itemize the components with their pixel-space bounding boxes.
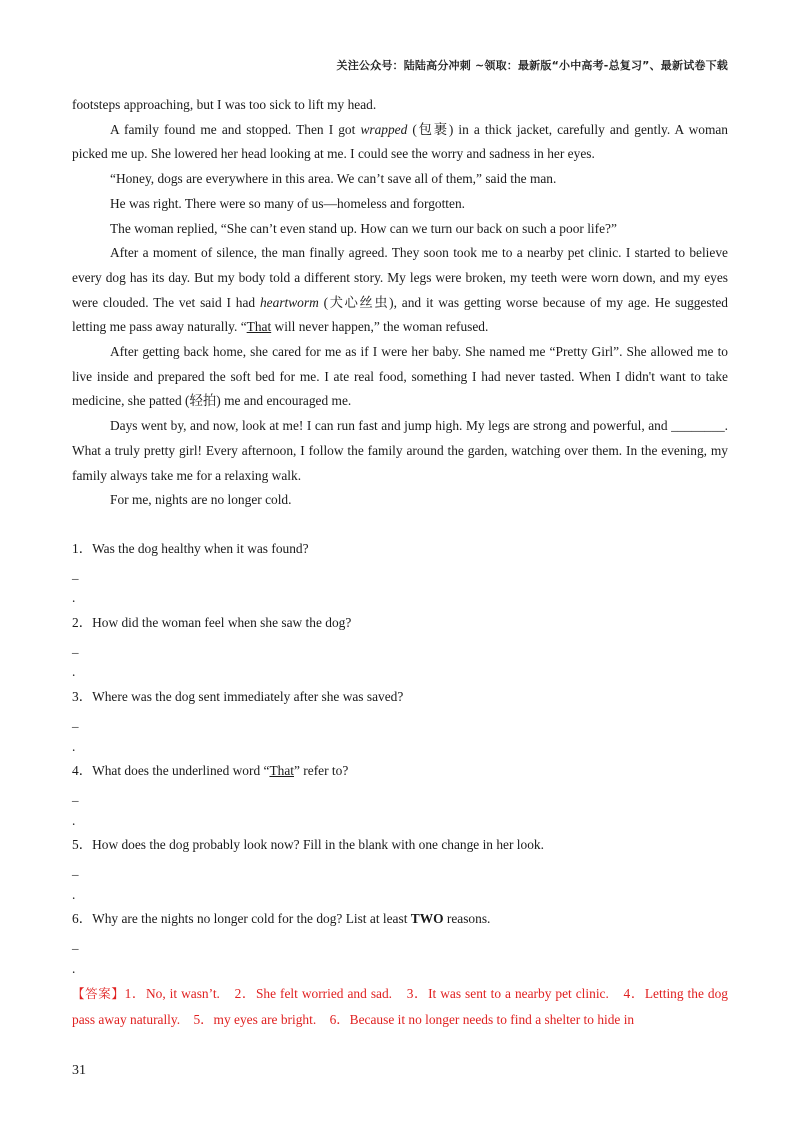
underlined-word-that: That — [269, 763, 294, 779]
passage-paragraph-2 — [72, 118, 728, 167]
text-span: (犬心丝虫), and it was getting worse because of my age. He suggested letting me pass away naturally. “ — [72, 294, 728, 335]
text-span: will never happen,” the woman refused. — [271, 319, 489, 335]
answer-blank-dot: . — [72, 738, 76, 754]
passage-paragraph-5: The woman replied, “She can’t even stand up. How can we turn our back on such a poor life?” — [110, 220, 617, 236]
question-2: 2．How did the woman feel when she saw the dog? — [72, 615, 352, 631]
underlined-word-that: That — [246, 319, 272, 335]
question-4 — [72, 759, 728, 784]
answer-blank-line: _ — [72, 787, 79, 803]
text-span: 6．Why are the nights no longer cold for the dog? List at least — [72, 911, 411, 927]
passage-paragraph-6 — [72, 241, 728, 340]
answer-blank-line: _ — [72, 713, 79, 729]
text-span: reasons. — [443, 911, 491, 927]
question-1: 1．Was the dog healthy when it was found? — [72, 540, 309, 556]
answer-blank-dot: . — [72, 812, 76, 828]
answer-blank-dot: . — [72, 886, 76, 902]
passage-paragraph-9: For me, nights are no longer cold. — [110, 492, 292, 508]
question-3: 3．Where was the dog sent immediately after she was saved? — [72, 689, 404, 705]
text-span: After a moment of silence, the man finally agreed. They soon took me to a nearby pet clinic. I started to believe every dog has its day. But my body told a different story. My legs were broken, my teeth were worn down, and my eyes were clouded. The vet said I had — [72, 245, 728, 310]
text-span: A family found me and stopped. Then I got — [110, 121, 361, 137]
passage-paragraph-7: After getting back home, she cared for me as if I were her baby. She named me “Pretty Girl”. She allowed me to live inside and prepared the soft bed for me. I ate real food, something I had never tasted. When I didn't want to take medicine, she patted (轻拍) me and encouraged me. — [72, 344, 728, 409]
text-span: ” refer to? — [294, 763, 349, 779]
text-span: (包裹) in a thick jacket, carefully and gently. A woman picked me up. She lowered her head looking at me. I could see the worry and sadness in her eyes. — [72, 121, 728, 162]
bold-word-two: TWO — [410, 911, 444, 927]
passage-paragraph-3: “Honey, dogs are everywhere in this area. We can’t save all of them,” said the man. — [110, 171, 557, 187]
passage-paragraph-1: footsteps approaching, but I was too sick to lift my head. — [72, 97, 377, 112]
answer-key — [72, 981, 728, 1032]
answer-blank-dot: . — [72, 664, 76, 680]
passage-paragraph-8: Days went by, and now, look at me! I can run fast and jump high. My legs are strong and powerful, and ________. What a truly pretty girl! Every afternoon, I follow the family around the garden, watching over them. In the evening, my family always take me for a relaxing walk. — [72, 418, 728, 483]
page-header: 关注公众号：陆陆高分冲刺 ~领取：最新版“小中高考-总复习”、最新试卷下载 — [336, 59, 728, 72]
answer-text: 1．No, it wasn’t. 2．She felt worried and sad. 3．It was sent to a nearby pet clinic. 4．Letting the dog pass away naturally. 5．my eyes are bright. 6．Because it no longer needs to find a shelter to hide in — [72, 986, 728, 1027]
answer-blank-dot: . — [72, 960, 76, 976]
answer-blank-line: _ — [72, 936, 79, 952]
italic-word-heartworm: heartworm — [259, 294, 319, 310]
answer-tag: 【答案】 — [72, 986, 125, 1002]
question-6 — [72, 907, 728, 932]
answer-blank-line: _ — [72, 861, 79, 877]
answer-blank-line: _ — [72, 639, 79, 655]
question-5: 5．How does the dog probably look now? Fill in the blank with one change in her look. — [72, 837, 544, 853]
page-number: 31 — [72, 1063, 86, 1078]
questions-section — [72, 537, 728, 1032]
text-span: 4．What does the underlined word “ — [72, 763, 270, 779]
answer-blank-dot: . — [72, 590, 76, 606]
italic-word-wrapped: wrapped — [360, 121, 408, 137]
answer-blank-line: _ — [72, 565, 79, 581]
passage-paragraph-4: He was right. There were so many of us—homeless and forgotten. — [110, 195, 466, 211]
document-body — [72, 93, 728, 1032]
